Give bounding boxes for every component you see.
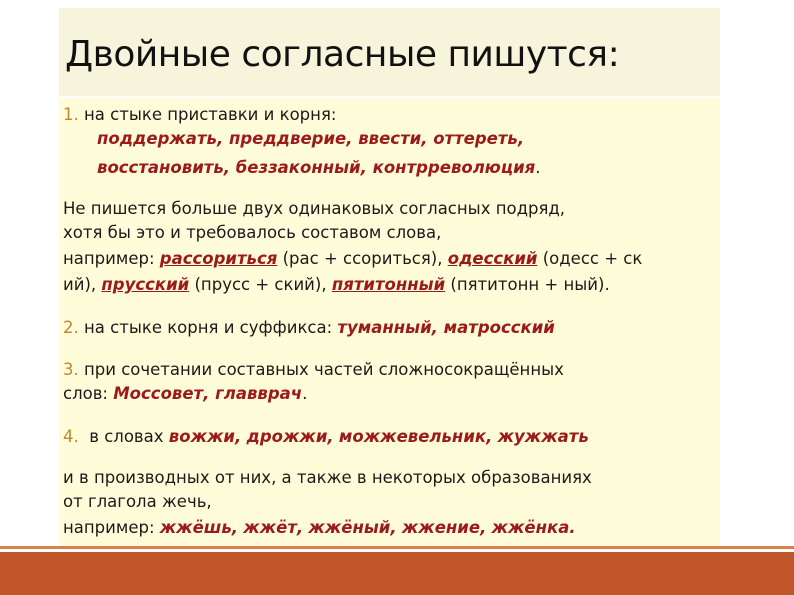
item-4-example-3: можжевельник bbox=[338, 427, 487, 446]
derived-line-2: от глагола жечь, bbox=[63, 492, 212, 511]
item-1-number: 1. bbox=[63, 105, 79, 124]
rule-note-4: (пятитонн + ный). bbox=[450, 275, 610, 294]
rule-example-4: пятитонный bbox=[331, 275, 446, 294]
rule-prefix: например: bbox=[63, 249, 155, 268]
slide-title: Двойные согласные пишутся: bbox=[65, 34, 620, 75]
rule-example-3: прусский bbox=[101, 275, 190, 294]
item-4-example-1: вожжи bbox=[168, 427, 235, 446]
rule-example-1: рассориться bbox=[159, 249, 278, 268]
item-1-examples-2: восстановить, беззаконный, контрреволюция bbox=[97, 158, 536, 177]
rule-line-1: Не пишется больше двух одинаковых согласных подряд, bbox=[63, 199, 566, 218]
item-4-comma-2: , bbox=[327, 427, 334, 446]
item-1-line bbox=[63, 104, 336, 126]
item-1-examples-line-2 bbox=[97, 157, 540, 179]
derived-comma-1: , bbox=[231, 518, 239, 537]
content-panel bbox=[59, 98, 720, 547]
item-3-number: 3. bbox=[63, 360, 79, 379]
derived-example-5: жжёнка bbox=[491, 518, 570, 537]
item-4-comma-3: , bbox=[486, 427, 493, 446]
accent-line bbox=[0, 546, 794, 549]
item-2-number: 2. bbox=[63, 318, 79, 337]
item-3-text: при сочетании составных частей сложносокращённых bbox=[84, 360, 564, 379]
item-2-text: на стыке корня и суффикса: bbox=[84, 318, 333, 337]
item-1-examples-1: поддержать, преддверие, ввести, оттереть, bbox=[97, 129, 525, 148]
item-4-number: 4. bbox=[63, 427, 79, 446]
item-1-examples-line-1 bbox=[97, 128, 524, 150]
rule-example-2: одесский bbox=[447, 249, 538, 268]
derived-example-2: жжёт bbox=[243, 518, 297, 537]
item-3-line-1 bbox=[63, 359, 564, 381]
item-4-comma-1: , bbox=[234, 427, 242, 446]
item-4-line bbox=[63, 426, 589, 448]
item-3-text-2: слов: bbox=[63, 384, 108, 403]
derived-comma-4: , bbox=[480, 518, 487, 537]
item-4-example-4: жужжать bbox=[497, 427, 589, 446]
derived-comma-2: , bbox=[296, 518, 304, 537]
item-4-example-2: дрожжи bbox=[246, 427, 328, 446]
rule-note-2: (одесс + ск bbox=[542, 249, 643, 268]
derived-line-1: и в производных от них, а также в некоторых образованиях bbox=[63, 468, 592, 487]
item-3-period: . bbox=[302, 384, 308, 403]
footer-accent-bar bbox=[0, 552, 794, 595]
derived-prefix: например: bbox=[63, 518, 155, 537]
rule-note-1: (рас + ссориться), bbox=[282, 249, 443, 268]
rule-line-3 bbox=[63, 248, 642, 270]
derived-example-3: жжёный bbox=[308, 518, 391, 537]
item-2-line bbox=[63, 317, 555, 339]
item-1-period: . bbox=[535, 158, 541, 177]
derived-example-1: жжёшь bbox=[159, 518, 232, 537]
derived-period: . bbox=[569, 518, 576, 537]
derived-example-4: жжение bbox=[401, 518, 481, 537]
item-1-text: на стыке приставки и корня: bbox=[84, 105, 337, 124]
derived-line-3 bbox=[63, 517, 576, 539]
rule-line-2: хотя бы это и требовалось составом слова, bbox=[63, 223, 442, 242]
rule-line-4-prefix: ий), bbox=[63, 275, 97, 294]
title-panel bbox=[59, 8, 720, 96]
derived-comma-3: , bbox=[390, 518, 397, 537]
item-3-line-2 bbox=[63, 383, 307, 405]
rule-note-3: (прусс + ский), bbox=[194, 275, 327, 294]
item-3-examples: Моссовет, главврач bbox=[113, 384, 303, 403]
item-2-examples: туманный, матросский bbox=[337, 318, 555, 337]
item-4-text: в словах bbox=[89, 427, 164, 446]
rule-line-4 bbox=[63, 274, 610, 296]
